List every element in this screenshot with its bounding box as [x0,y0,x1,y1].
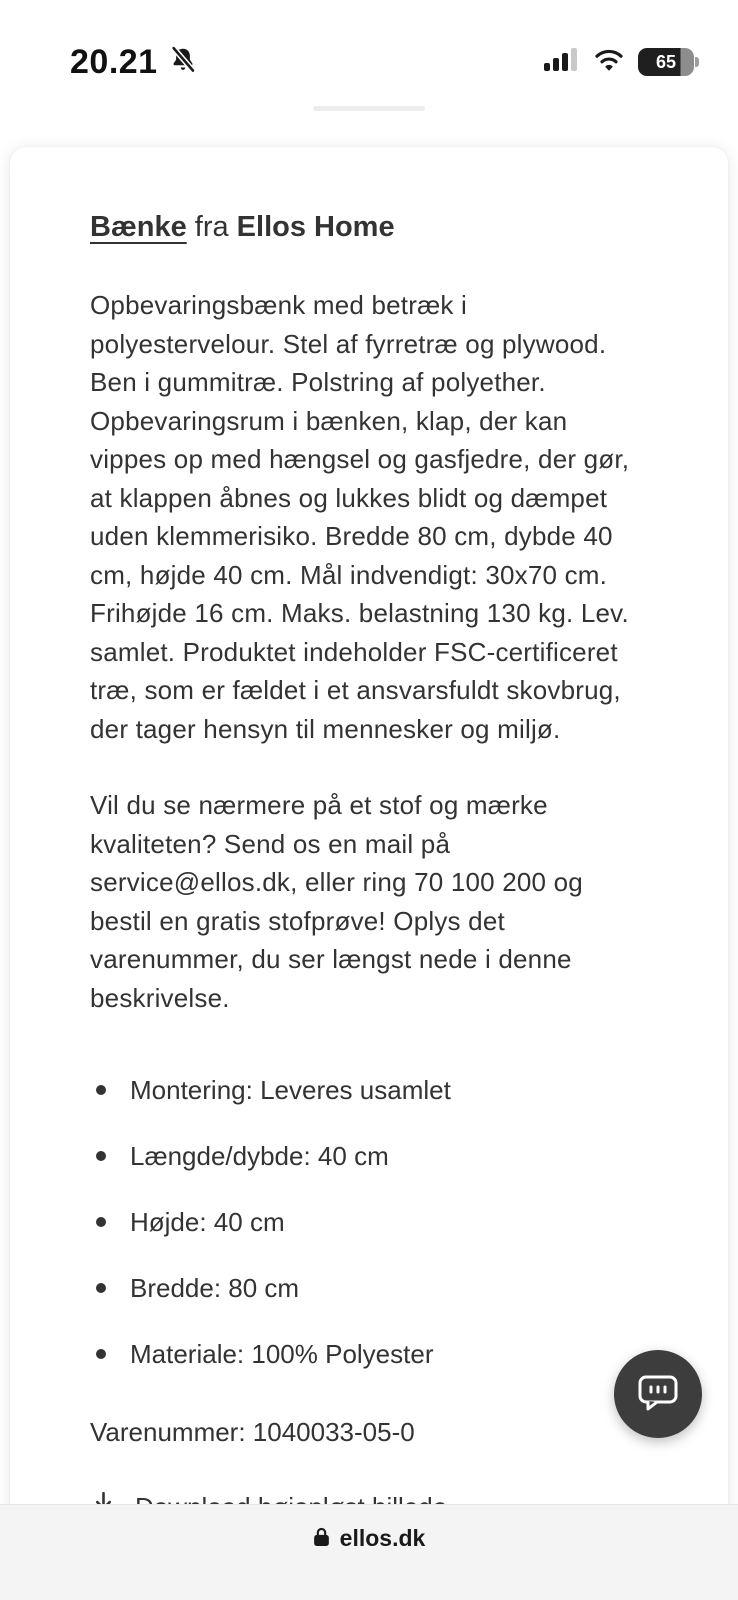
clock-label: 20.21 [70,42,158,81]
lock-icon [313,1526,330,1552]
wifi-icon [592,47,626,77]
status-left [70,43,198,82]
battery-icon [638,48,694,76]
browser-bottom-bar [0,1504,738,1600]
product-description-paragraph: Opbevaringsbænk med betræk i polyestervelour. Stel af fyrretræ og plywood. Ben i gummitræ. Polstring af polyether. Opbevaringsrum i bænken, klap, der kan vippes op med hængsel og gasfjedre, der gør, at klappen åbnes og lukkes blidt og dæmpet uden klemmerisiko. Bredde 80 cm, dybde 40 cm, højde 40 cm. Mål indvendigt: 30x70 cm. Frihøjde 16 cm. Maks. belastning 130 kg. Lev. samlet. Produktet indeholder FSC-certificeret træ, som er fældet i et ansvarsfuldt skovbrug, der tager hensyn til mennesker og miljø. [90,290,630,744]
sheet-grabber-handle[interactable] [313,106,425,111]
cellular-signal-icon [544,48,580,77]
chat-bubble-icon [635,1372,681,1417]
bell-slash-icon [168,45,198,80]
status-right [544,47,694,77]
title-connector: fra [194,211,229,243]
item-number-label: Varenummer: 1040033-05-0 [90,1417,415,1447]
spec-item-laengde: Længde/dybde: 40 cm [90,1137,650,1175]
spec-item-materiale: Materiale: 100% Polyester [90,1335,650,1373]
chat-button[interactable] [614,1350,702,1438]
spec-item-montering: Montering: Leveres usamlet [90,1071,650,1109]
status-bar [0,26,738,98]
product-description-sheet [10,147,728,1582]
fabric-sample-paragraph: Vil du se nærmere på et stof og mærke kvaliteten? Send os en mail på service@ellos.dk, eller ring 70 100 200 og bestil en gratis stofprøve! Oplys det varenummer, du ser længst nede i denne beskrivelse. [90,790,583,1013]
spec-item-bredde: Bredde: 80 cm [90,1269,650,1307]
spec-list [90,1071,650,1373]
address-bar[interactable] [0,1505,738,1552]
battery-percent-label: 65 [655,51,677,72]
domain-label: ellos.dk [339,1525,426,1551]
page-title [90,211,650,244]
title-category-link[interactable]: Bænke [90,211,187,243]
spec-item-hoejde: Højde: 40 cm [90,1203,650,1241]
title-brand: Ellos Home [236,211,395,243]
